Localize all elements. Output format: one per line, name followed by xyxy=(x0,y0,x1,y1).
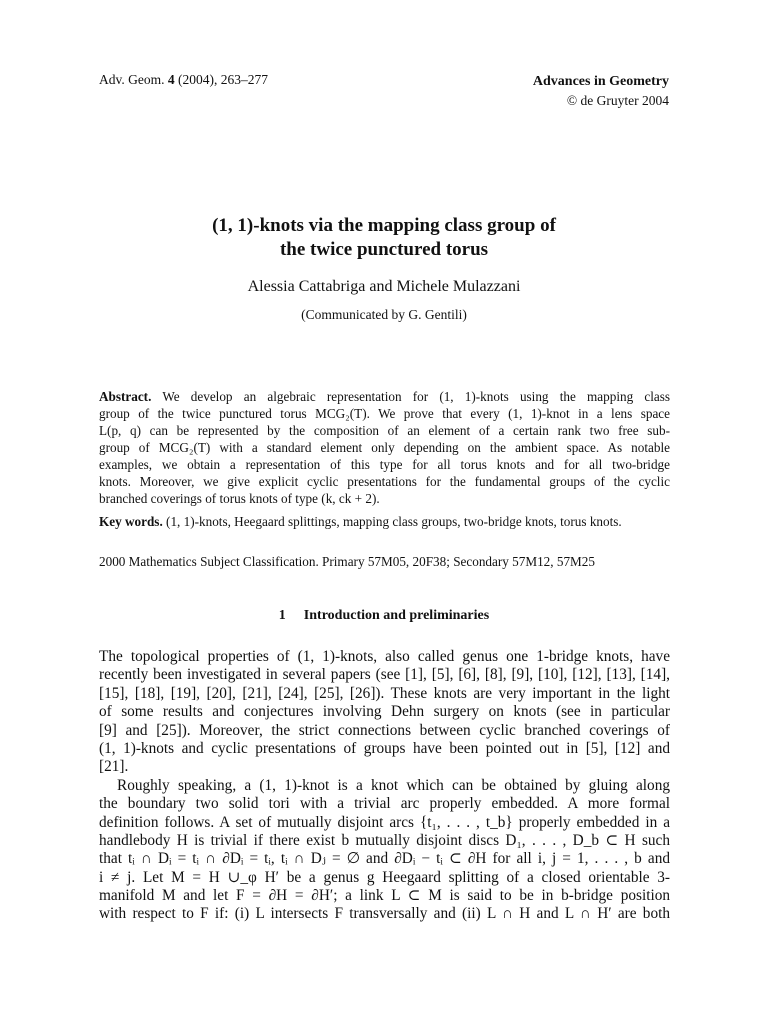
paper-title xyxy=(0,214,768,262)
citation-prefix: Adv. Geom. xyxy=(99,72,165,87)
abstract xyxy=(99,388,670,507)
body-line: recently been investigated in several papers (see [1], [5], [6], [8], [9], [10], [12], [13], [14], xyxy=(99,666,670,684)
section-title: Introduction and preliminaries xyxy=(303,608,490,623)
abstract-label: Abstract. xyxy=(99,389,152,404)
authors: Alessia Cattabriga and Michele Mulazzani xyxy=(247,278,521,295)
abstract-line: group of the twice punctured torus MCG₂(T). We prove that every (1, 1)-knot in a lens space xyxy=(99,406,670,421)
body-line: i ≠ j. Let M = H ∪_φ H′ be a genus g Heegaard splitting of a closed orientable 3- xyxy=(99,868,670,886)
body-line: Roughly speaking, a (1, 1)-knot is a knot which can be obtained by gluing along xyxy=(117,776,670,794)
body-line: with respect to F if: (i) L intersects F transversally and (ii) L ∩ H and L ∩ H′ are both xyxy=(99,905,670,923)
body-line: manifold M and let F = ∂H = ∂H′; a link L ⊂ M is said to be in b-bridge position xyxy=(99,887,670,905)
keywords-label: Key words. xyxy=(99,514,163,529)
body-line: of some results and conjectures involving Dehn surgery on knots (see in particular xyxy=(99,703,670,721)
body-line: definition follows. A set of mutually disjoint arcs {t₁, . . . , t_b} properly embedded in a xyxy=(99,813,670,831)
abstract-line: branched coverings of torus knots of type (k, ck + 2). xyxy=(99,491,380,506)
abstract-line: L(p, q) can be represented by the composition of an element of a certain rank two free sub- xyxy=(99,423,670,438)
abstract-text: We develop an algebraic representation for (1, 1)-knots using the mapping class xyxy=(162,389,670,404)
abstract-line: group of MCG₂(T) with a standard element only depending on the ambient space. As notable xyxy=(99,440,670,455)
abstract-line xyxy=(99,388,670,405)
citation-volume: 4 xyxy=(167,72,175,87)
keywords xyxy=(99,513,670,530)
body-line: (1, 1)-knots and cyclic presentations of groups have been pointed out in [5], [12] and xyxy=(99,739,670,757)
journal-name: Advances in Geometry xyxy=(532,74,669,89)
section-number: 1 xyxy=(278,608,286,623)
body-line: that tᵢ ∩ Dᵢ = tᵢ ∩ ∂Dᵢ = tᵢ, tᵢ ∩ Dⱼ = ∅ and ∂Dᵢ − tᵢ ⊂ ∂H for all i, j = 1, . . . , b and xyxy=(99,850,670,868)
copyright: © de Gruyter 2004 xyxy=(566,93,669,108)
title-line-2: the twice punctured torus xyxy=(279,239,489,260)
msc-classification: 2000 Mathematics Subject Classification. Primary 57M05, 20F38; Secondary 57M12, 57M25 xyxy=(99,554,595,569)
section-heading xyxy=(0,608,768,624)
citation-rest: (2004), 263–277 xyxy=(178,72,268,87)
body-line: [15], [18], [19], [20], [21], [24], [25], [26]). These knots are very important in the light xyxy=(99,684,670,702)
communicated-by: (Communicated by G. Gentili) xyxy=(301,307,467,322)
body-line: [9] and [25]). Moreover, the strict connections between cyclic branched coverings of xyxy=(99,721,670,739)
body-line: The topological properties of (1, 1)-knots, also called genus one 1-bridge knots, have xyxy=(99,648,670,665)
keywords-text: (1, 1)-knots, Heegaard splittings, mapping class groups, two-bridge knots, torus knots. xyxy=(166,514,622,529)
journal-block xyxy=(533,72,669,110)
body-text xyxy=(99,648,670,924)
citation xyxy=(99,72,268,88)
body-line: [21]. xyxy=(99,758,129,776)
abstract-line: knots. Moreover, we give explicit cyclic presentations for the fundamental groups of the cyclic xyxy=(99,474,670,489)
title-line-1: (1, 1)-knots via the mapping class group of xyxy=(212,215,556,236)
body-line: the boundary two solid tori with a trivial arc properly embedded. A more formal xyxy=(99,795,670,813)
body-line: handlebody H is trivial if there exist b mutually disjoint discs D₁, . . . , D_b ⊂ H such xyxy=(99,831,670,849)
abstract-line: examples, we obtain a representation of this type for all torus knots and for all two-bridge xyxy=(99,457,670,472)
